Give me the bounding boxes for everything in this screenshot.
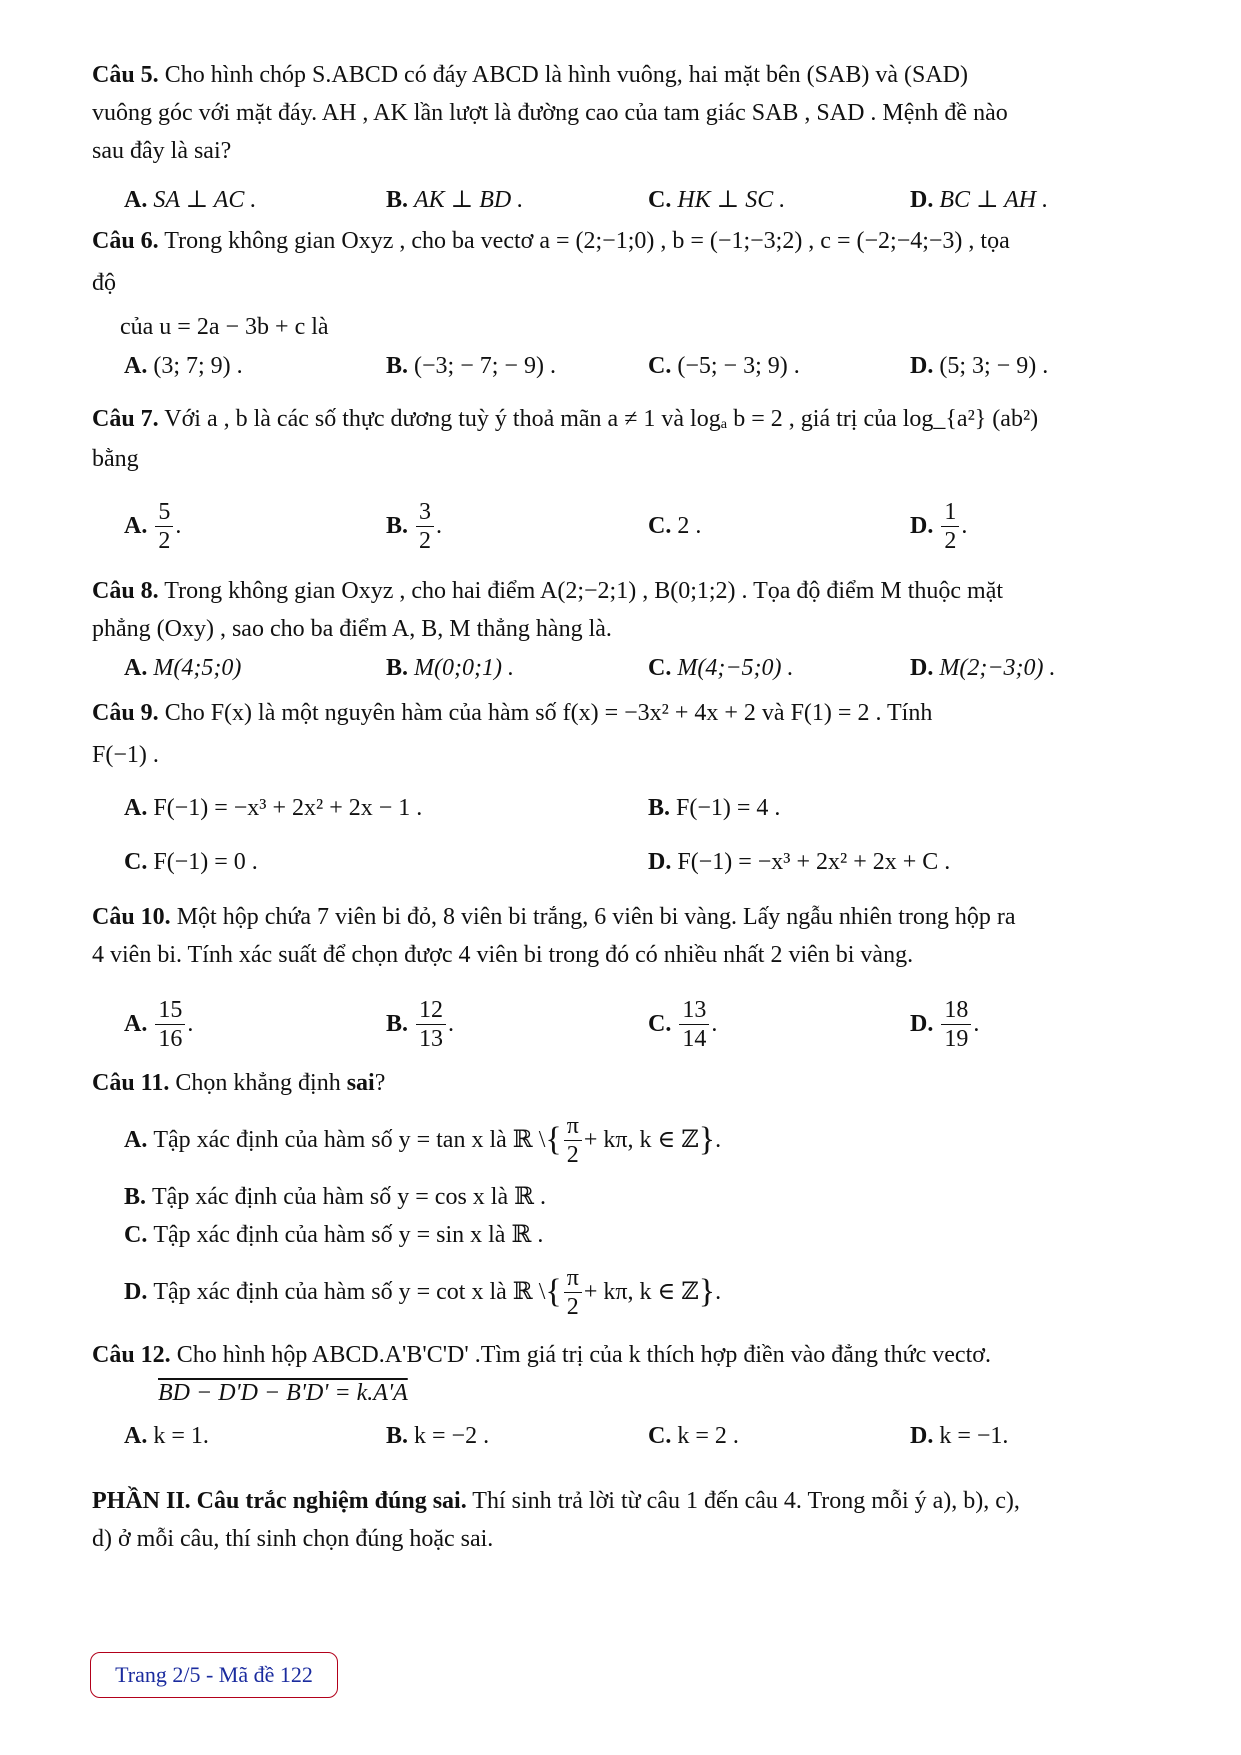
q8-option-d: D. M(2;−3;0) . (910, 655, 1056, 681)
part-2-intro (92, 1482, 1152, 1558)
q11-option-c: C. Tập xác định của hàm số y = sin x là ℝ . (124, 1222, 544, 1248)
q6-option-c: C. (−5; − 3; 9) . (648, 353, 800, 379)
q6-options (92, 346, 1152, 386)
question-9 (92, 694, 1152, 774)
q5-line2: vuông góc với mặt đáy. AH , AK lần lượt là đường cao của tam giác SAB , SAD . Mệnh đề nào (92, 100, 1008, 126)
q7-option-c: C. 2 . (648, 513, 702, 539)
q7-line1: Với a , b là các số thực dương tuỳ ý thoả mãn a ≠ 1 và logₐ b = 2 , giá trị của log_{a²} (ab²) (158, 406, 1039, 432)
q6-option-a: A. (3; 7; 9) . (124, 353, 243, 379)
q11-options (92, 1102, 1152, 1330)
q7-line2: bằng (92, 446, 139, 472)
q7-label: Câu 7. (92, 406, 159, 432)
q8-line2: phẳng (Oxy) , sao cho ba điểm A, B, M thẳng hàng là. (92, 616, 612, 642)
question-6 (92, 222, 1152, 346)
q5-option-d: D. BC ⊥ AH . (910, 187, 1049, 213)
exam-page (92, 56, 1152, 1558)
q10-line1: Một hộp chứa 7 viên bi đỏ, 8 viên bi trắng, 6 viên bi vàng. Lấy ngẫu nhiên trong hộp ra (170, 904, 1016, 930)
q5-option-a: A. SA ⊥ AC . (124, 187, 257, 213)
q12-option-c: C. k = 2 . (648, 1423, 739, 1449)
q11-line1-end: ? (374, 1070, 386, 1096)
page-footer: Trang 2/5 - Mã đề 122 (90, 1652, 338, 1698)
q12-option-a: A. k = 1. (124, 1423, 209, 1449)
q7-options (92, 492, 1152, 560)
q7-option-b: B. $\frac{3}{2}$ . (386, 498, 443, 554)
q9-option-a: A. F(−1) = −x³ + 2x² + 2x − 1 . (124, 795, 423, 821)
question-11 (92, 1064, 1152, 1102)
q12-vector-equation: BD − D'D − B'D' = k.A'A (158, 1380, 408, 1406)
q12-option-d: D. k = −1. (910, 1423, 1009, 1449)
q6-line2: độ (92, 270, 116, 296)
question-12 (92, 1336, 1152, 1412)
q10-line2: 4 viên bi. Tính xác suất để chọn được 4 viên bi trong đó có nhiều nhất 2 viên bi vàng. (92, 942, 914, 968)
q5-option-c: C. HK ⊥ SC . (648, 187, 786, 213)
q8-option-b: B. M(0;0;1) . (386, 655, 514, 681)
q5-label: Câu 5. (92, 62, 159, 88)
q5-line3: sau đây là sai? (92, 138, 232, 164)
q12-options (92, 1416, 1152, 1456)
q9-options (92, 788, 1152, 882)
q5-options (92, 180, 1152, 220)
q6-option-b: B. (−3; − 7; − 9) . (386, 353, 556, 379)
part-2-line1: Thí sinh trả lời từ câu 1 đến câu 4. Trong mỗi ý a), b), c), (466, 1488, 1020, 1514)
part-2-title: PHẦN II. Câu trắc nghiệm đúng sai. (92, 1488, 467, 1514)
part-2-line2: d) ở mỗi câu, thí sinh chọn đúng hoặc sai. (92, 1526, 494, 1552)
q8-options (92, 648, 1152, 688)
q11-option-b: B. Tập xác định của hàm số y = cos x là ℝ . (124, 1184, 547, 1210)
q10-option-d: D. $\frac{18}{19}$ . (910, 996, 980, 1052)
q11-line1-bold: sai (346, 1070, 375, 1096)
q9-option-d: D. F(−1) = −x³ + 2x² + 2x + C . (648, 849, 951, 875)
question-10 (92, 898, 1152, 974)
q9-option-b: B. F(−1) = 4 . (648, 795, 781, 821)
q11-option-d: D. Tập xác định của hàm số y = cot x là ℝ \ { $\frac{\pi}{2}$ + kπ, k ∈ ℤ } . (124, 1264, 722, 1320)
q8-label: Câu 8. (92, 578, 159, 604)
q12-option-b: B. k = −2 . (386, 1423, 490, 1449)
q11-option-a: A. Tập xác định của hàm số y = tan x là ℝ \ { $\frac{\pi}{2}$ + kπ, k ∈ ℤ } . (124, 1112, 722, 1168)
q10-option-b: B. $\frac{12}{13}$ . (386, 996, 455, 1052)
question-5 (92, 56, 1152, 170)
q5-option-b: B. AK ⊥ BD . (386, 187, 524, 213)
q7-option-d: D. $\frac{1}{2}$ . (910, 498, 968, 554)
q7-option-a: A. $\frac{5}{2}$ . (124, 498, 182, 554)
q10-options (92, 990, 1152, 1058)
q11-label: Câu 11. (92, 1070, 170, 1096)
q10-option-c: C. $\frac{13}{14}$ . (648, 996, 718, 1052)
q11-line1: Chọn khẳng định (169, 1070, 347, 1096)
q5-line1: Cho hình chóp S.ABCD có đáy ABCD là hình vuông, hai mặt bên (SAB) và (SAD) (158, 62, 968, 88)
question-7 (92, 400, 1152, 478)
q12-label: Câu 12. (92, 1342, 171, 1368)
q9-line2: F(−1) . (92, 742, 159, 768)
q10-label: Câu 10. (92, 904, 171, 930)
q8-option-c: C. M(4;−5;0) . (648, 655, 794, 681)
q12-line1: Cho hình hộp ABCD.A'B'C'D' .Tìm giá trị của k thích hợp điền vào đẳng thức vectơ. (170, 1342, 991, 1368)
q9-option-c: C. F(−1) = 0 . (124, 849, 258, 875)
q6-line3: của u = 2a − 3b + c là (120, 314, 329, 340)
q6-option-d: D. (5; 3; − 9) . (910, 353, 1049, 379)
q9-label: Câu 9. (92, 700, 159, 726)
question-8 (92, 572, 1152, 648)
q8-line1: Trong không gian Oxyz , cho hai điểm A(2;−2;1) , B(0;1;2) . Tọa độ điểm M thuộc mặt (158, 578, 1004, 604)
q6-line1: Trong không gian Oxyz , cho ba vectơ a = (2;−1;0) , b = (−1;−3;2) , c = (−2;−4;−3) , tọa (158, 228, 1010, 254)
q10-option-a: A. $\frac{15}{16}$ . (124, 996, 194, 1052)
q6-label: Câu 6. (92, 228, 159, 254)
q8-option-a: A. M(4;5;0) (124, 655, 242, 681)
q9-line1: Cho F(x) là một nguyên hàm của hàm số f(x) = −3x² + 4x + 2 và F(1) = 2 . Tính (158, 700, 933, 726)
